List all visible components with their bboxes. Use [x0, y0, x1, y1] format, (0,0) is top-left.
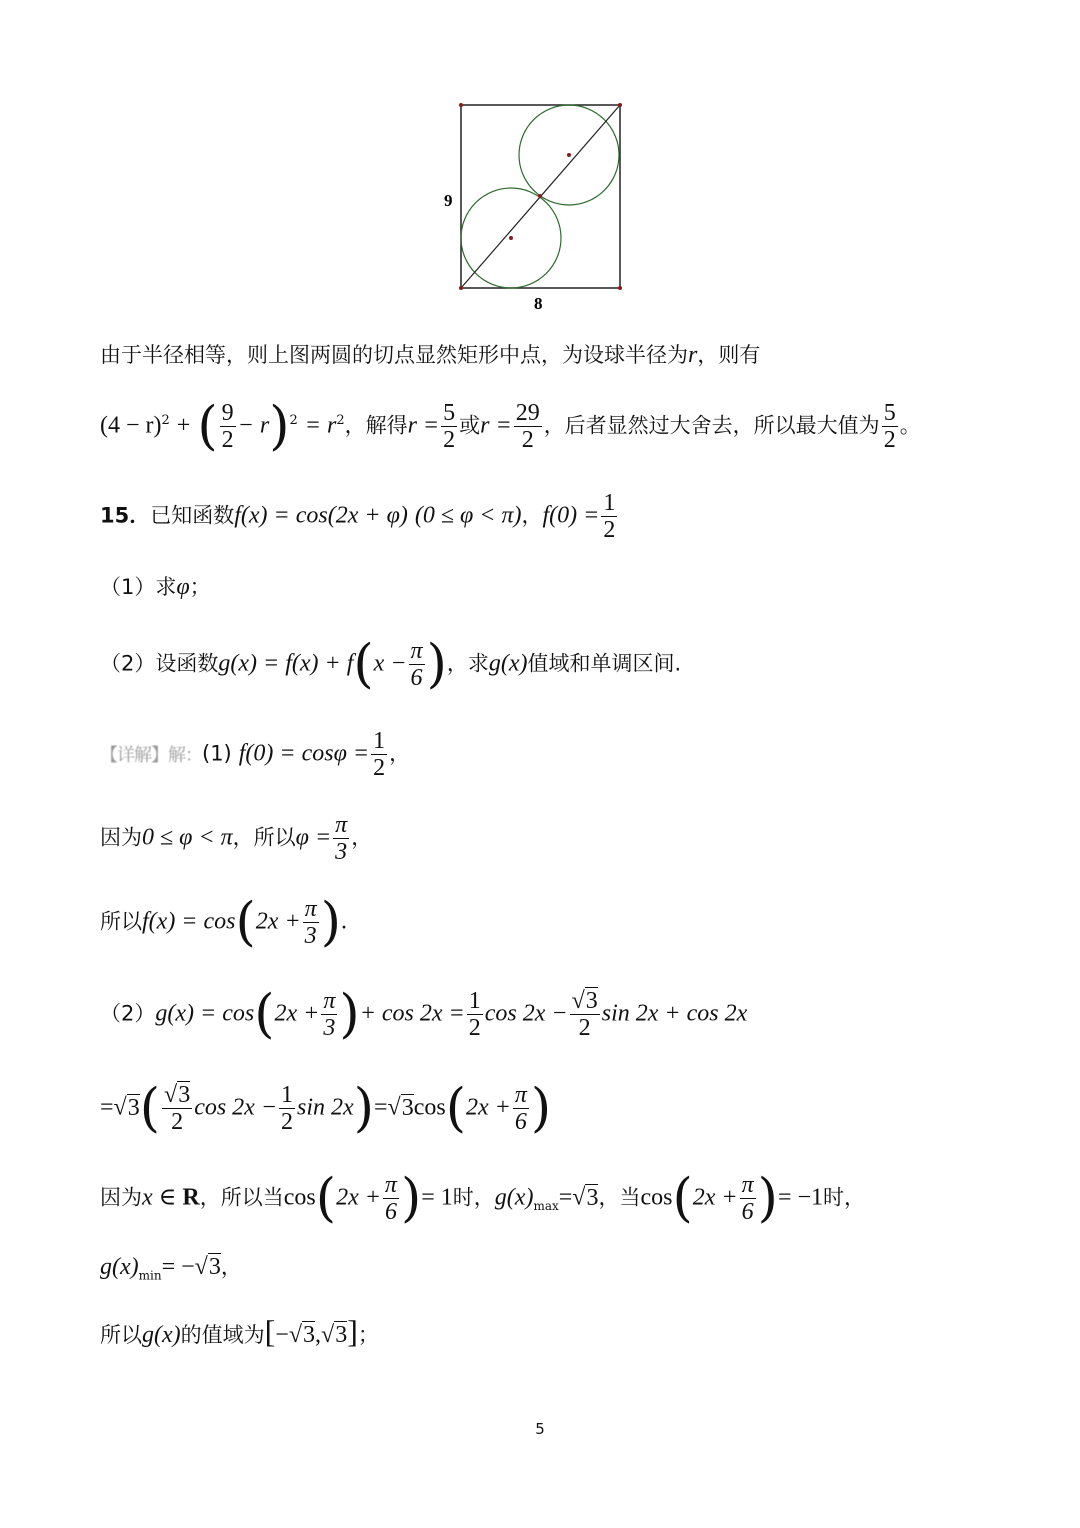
sol8-text2: 的值域为	[180, 1323, 265, 1347]
center-point	[567, 153, 571, 157]
q15-2-text2: ，求	[446, 651, 489, 676]
sol2-text: 因为	[100, 825, 142, 850]
q15-2-text: 设函数	[155, 651, 219, 676]
bracket-open: [	[264, 1313, 276, 1349]
eq-rhs: = r	[304, 412, 337, 439]
paren-close: )	[400, 1168, 422, 1229]
sol2-end: ，	[351, 825, 373, 850]
paren-open: (	[197, 396, 218, 457]
eq-sq: 2	[161, 413, 170, 429]
sol7-line	[100, 1252, 242, 1290]
tangent-point	[538, 194, 542, 198]
paren-close: )	[339, 984, 360, 1045]
sol6-sqrt: √3	[572, 1184, 599, 1211]
intro-text: 由于半径相等，则上图两圆的切点显然矩形中点，为设球半径为	[100, 343, 688, 367]
sol4-expr-d: sin 2x + cos 2x	[601, 1000, 748, 1027]
smeared-label: 【详解】解：	[100, 744, 202, 766]
sol5-frac-b: $\frac{1}{2}$	[281, 1082, 294, 1135]
q15-2-expr-a: g(x) = f(x) + f	[218, 650, 354, 677]
sol6-text4: ，当	[598, 1185, 641, 1210]
q15-2-expr-b: x −	[373, 650, 407, 677]
corner-point	[459, 103, 463, 107]
sol6-text5: 时，	[823, 1185, 866, 1210]
eq-sq2: 2	[289, 413, 298, 429]
sol5-cos: cos	[413, 1094, 446, 1121]
r-eq: r =	[407, 412, 440, 439]
q15-2-gx: g(x)	[488, 650, 528, 677]
sol4-inner: 2x +	[274, 1000, 320, 1027]
sol4-expr-b: + cos 2x =	[359, 1000, 465, 1027]
sol2-expr: φ =	[295, 824, 332, 851]
sol1-end: ，	[389, 741, 411, 766]
eq-minus-r: − r	[237, 412, 270, 439]
sol6-inner2: 2x +	[692, 1184, 738, 1211]
sol8-gx: g(x)	[142, 1322, 181, 1348]
width-label: 8	[534, 294, 543, 313]
sol5-inner: 2x +	[466, 1094, 511, 1121]
sol5-frac-c: $\frac{\pi}{6}$	[514, 1082, 527, 1135]
equation-line	[100, 396, 921, 457]
sol6-eq1: = 1	[421, 1184, 453, 1211]
sol6-inner1: 2x +	[336, 1184, 381, 1211]
q15-1-text: 求	[155, 575, 177, 599]
max-frac: $\frac{5}{2}$	[883, 400, 896, 453]
paren-open: (	[254, 984, 275, 1045]
q15-f0: f(0) =	[542, 502, 600, 529]
sol1-frac: $\frac{1}{2}$	[373, 728, 386, 781]
sol3-text: 所以	[100, 909, 142, 934]
sol5-eq: =	[100, 1094, 114, 1121]
height-label: 9	[444, 191, 453, 210]
paren-open: (	[315, 1168, 337, 1229]
sol2-frac: $\frac{29}{2}$	[515, 400, 540, 453]
sol4-expr-a: g(x) = cos	[155, 1000, 255, 1027]
paren-open: (	[139, 1078, 161, 1139]
q15-2-label: （2）	[100, 651, 156, 676]
sol7-min: min	[138, 1268, 162, 1283]
q15-2-text3: 值域和单调区间.	[527, 651, 682, 676]
sol5-eq2: =	[374, 1094, 388, 1121]
sol8-comma: ,	[315, 1322, 322, 1348]
eq-frac: $\frac{9}{2}$	[221, 400, 234, 453]
sol6-max: max	[533, 1198, 559, 1213]
sol8-line	[100, 1313, 379, 1351]
sol1-line	[100, 728, 410, 781]
sol1-frac: $\frac{5}{2}$	[443, 400, 456, 453]
sol4-line	[100, 984, 748, 1045]
sol2-cond: 0 ≤ φ < π	[142, 824, 233, 851]
sol7-sqrt: √3	[194, 1254, 221, 1280]
sol6-text3: 时，	[452, 1185, 495, 1210]
intro-var: r	[688, 342, 698, 368]
sol6-cos2: cos	[640, 1184, 673, 1211]
q15-number: 15．	[100, 503, 151, 528]
center-point	[509, 236, 513, 240]
sol5-sqrt-b: √3	[387, 1094, 414, 1121]
paren-close: )	[320, 892, 341, 953]
sol5-line	[100, 1078, 552, 1139]
eq-plus: +	[176, 412, 191, 439]
q15-sep: ，	[521, 503, 543, 528]
sol5-mid: cos 2x −	[194, 1094, 278, 1121]
discard-text: ，后者显然过大舍去，所以最大值为	[543, 413, 880, 438]
q15-1-var: φ	[176, 574, 190, 600]
page-number: 5	[535, 1420, 545, 1438]
sol2-line	[100, 812, 372, 865]
eq-lhs: (4 − r)	[100, 412, 162, 439]
q15-1-line	[100, 572, 211, 603]
sol6-eqmax: =	[558, 1184, 573, 1211]
sol8-range-a: −	[275, 1322, 289, 1348]
sol7-end: ，	[220, 1255, 242, 1279]
sol7-gmin: g(x)	[100, 1254, 139, 1280]
sol5-sqrt: √3	[113, 1094, 140, 1121]
sol3-inner: 2x +	[255, 908, 301, 935]
paren-open: (	[445, 1078, 467, 1139]
sol8-sqrt-b: √3	[321, 1322, 348, 1348]
corner-point	[459, 286, 463, 290]
solve-text: ，解得	[344, 413, 408, 438]
paren-close: )	[530, 1078, 552, 1139]
sol3-end: .	[340, 908, 347, 935]
sol4-sqrt-frac: $\frac{√3}{2}$	[571, 988, 598, 1041]
sol6-cos1: cos	[283, 1184, 316, 1211]
sol3-line	[100, 892, 347, 953]
sol5-mid2: sin 2x	[297, 1094, 354, 1121]
sol3-frac: $\frac{\pi}{3}$	[304, 896, 317, 949]
paren-close: )	[269, 396, 290, 457]
q15-line	[100, 490, 619, 543]
q15-1-end: ；	[189, 575, 211, 599]
paren-open: (	[353, 634, 374, 695]
sol8-sqrt-a: √3	[288, 1322, 316, 1348]
sol6-eq2: = −1	[777, 1184, 824, 1211]
bracket-close: ]	[347, 1313, 358, 1349]
eq-sq3: 2	[336, 413, 345, 429]
sol3-expr: f(x) = cos	[142, 908, 236, 935]
paren-close: )	[353, 1078, 374, 1139]
paren-open: (	[235, 892, 256, 953]
intro-tail: ，则有	[697, 343, 761, 367]
q15-2-line	[100, 634, 682, 695]
q15-f0-frac: $\frac{1}{2}$	[603, 490, 616, 543]
sol4-label: （2）	[100, 1001, 156, 1026]
sol4-expr-c: cos 2x −	[484, 1000, 568, 1027]
sol6-text1: 因为	[100, 1185, 142, 1210]
eq-end: 。	[899, 413, 921, 438]
corner-point	[618, 103, 622, 107]
sol6-text2: ，所以当	[199, 1185, 284, 1210]
q15-func: f(x) = cos(2x + φ)	[234, 502, 408, 529]
intro-line	[100, 340, 760, 371]
geometry-figure	[438, 98, 638, 313]
q15-intro: 已知函数	[150, 503, 235, 528]
paren-close: )	[757, 1168, 778, 1229]
sol8-text: 所以	[100, 1323, 142, 1347]
sol4-half: $\frac{1}{2}$	[468, 988, 481, 1041]
corner-point	[618, 286, 622, 290]
sol6-frac2: $\frac{\pi}{6}$	[741, 1172, 754, 1225]
sol4-frac: $\frac{\pi}{3}$	[323, 988, 336, 1041]
sol2-frac: $\frac{\pi}{3}$	[335, 812, 348, 865]
sol1-label: (1)	[202, 741, 232, 766]
q15-cond: (0 ≤ φ < π)	[414, 502, 522, 529]
paren-close: )	[426, 634, 447, 695]
paren-open: (	[672, 1168, 693, 1229]
or-text: 或	[459, 413, 481, 438]
sol6-gmax: g(x)	[494, 1184, 534, 1211]
sol6-cond: x ∈	[142, 1184, 183, 1211]
sol6-R: R	[182, 1184, 200, 1211]
sol1-expr: f(0) = cosφ =	[238, 740, 370, 767]
sol6-frac1: $\frac{\pi}{6}$	[384, 1172, 397, 1225]
sol8-end: ；	[357, 1323, 379, 1347]
sol2-text2: ，所以	[232, 825, 296, 850]
q15-1-label: （1）	[100, 575, 156, 599]
sol7-eq: = −	[161, 1254, 195, 1280]
sol6-line	[100, 1168, 866, 1229]
sol5-frac-a: $\frac{√3}{2}$	[164, 1082, 191, 1135]
q15-2-frac: $\frac{\pi}{6}$	[410, 638, 423, 691]
r-eq2: r =	[480, 412, 512, 439]
